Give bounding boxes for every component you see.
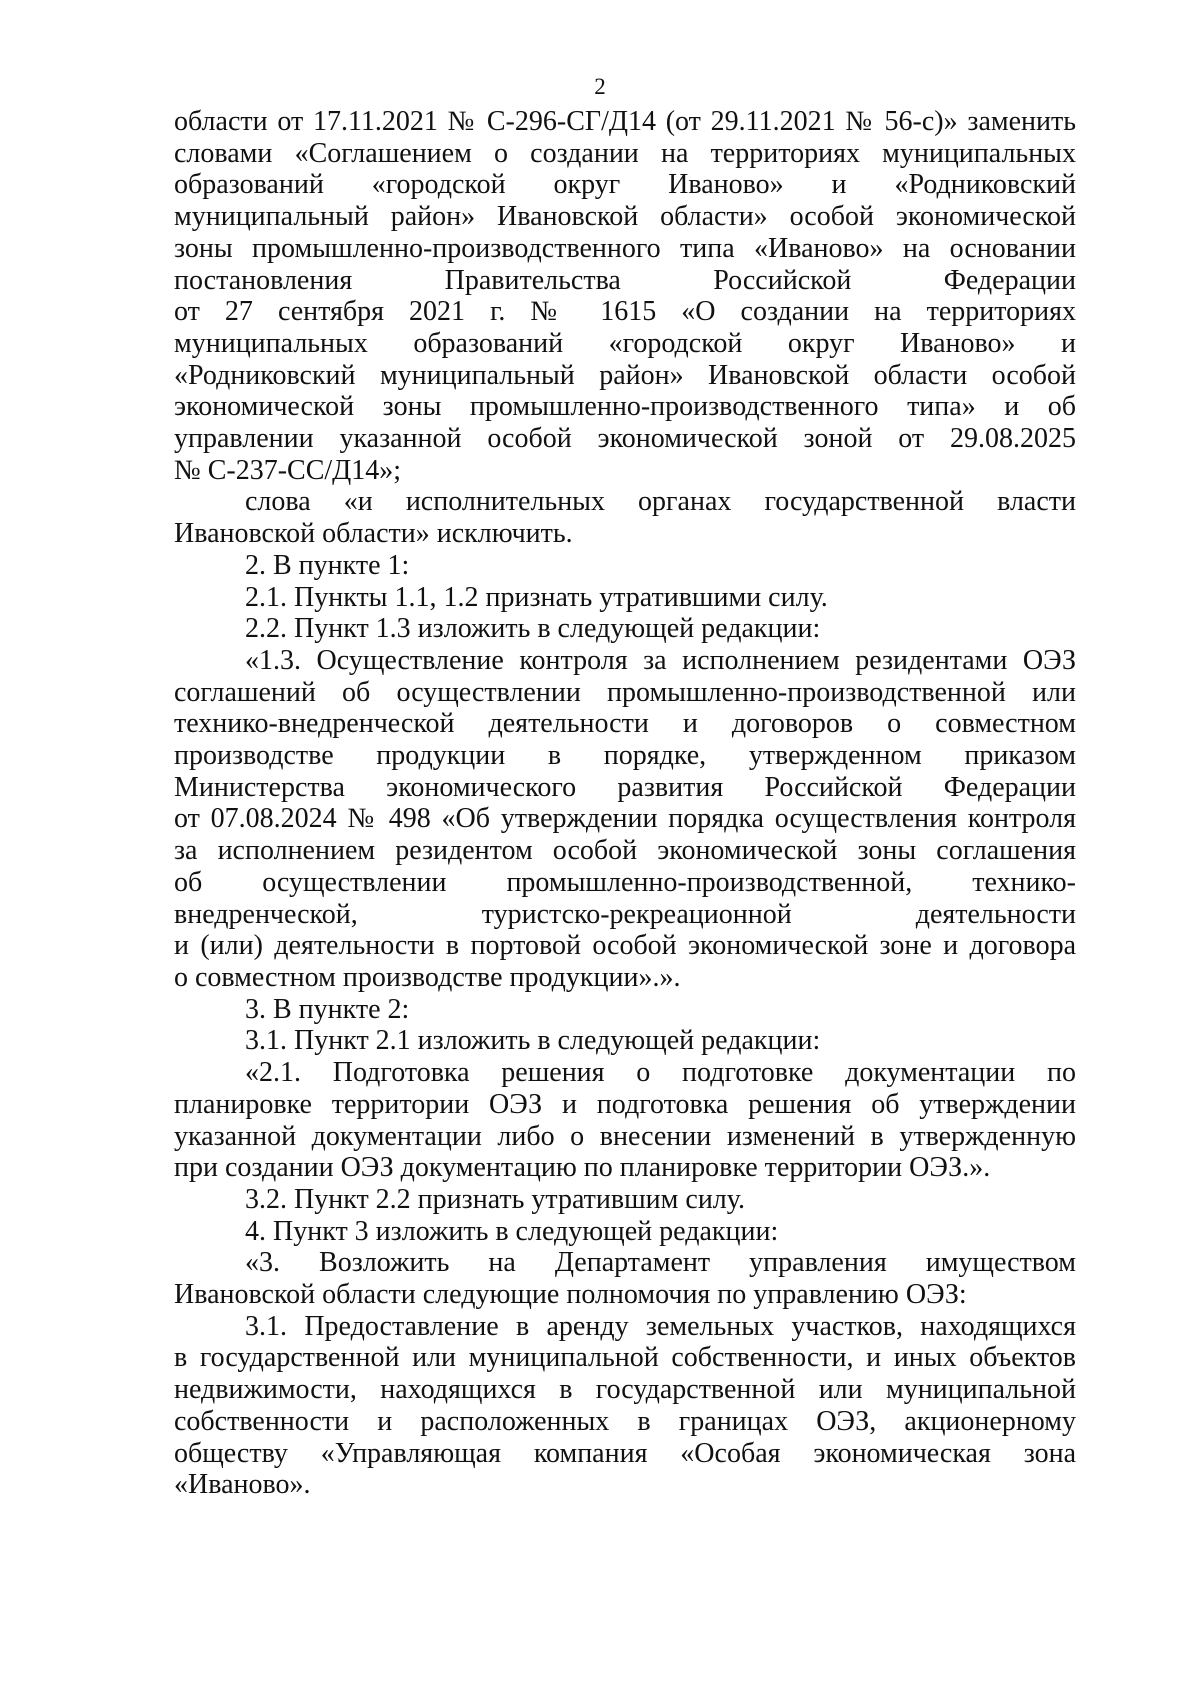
text-line: Ивановской области» исключить.	[174, 518, 573, 550]
text-line: зоны промышленно-производственного типа «Иваново» на основании	[174, 232, 1076, 264]
text-line: и (или) деятельности в портовой особой экономической зоне и договора	[174, 930, 1076, 962]
text-line: муниципальных образований «городской округ Иваново» и	[174, 327, 1076, 359]
text-line: «3. Возложить на Департамент управления имуществом	[245, 1247, 1076, 1279]
text-line: соглашений об осуществлении промышленно-производственной или	[174, 676, 1076, 708]
text-line: 2.1. Пункты 1.1, 1.2 признать утратившими силу.	[245, 581, 828, 613]
text-line: «Родниковский муниципальный район» Ивановской области особой	[174, 359, 1076, 391]
paragraph	[174, 550, 1076, 582]
paragraph	[174, 1247, 1076, 1310]
text-line: Министерства экономического развития Российской Федерации	[174, 771, 1076, 803]
text-line: от 07.08.2024 № 498 «Об утверждении порядка осуществления контроля	[174, 803, 1076, 835]
text-line: экономической зоны промышленно-производственного типа» и об	[174, 391, 1076, 423]
paragraph	[174, 613, 1076, 645]
paragraph	[174, 1216, 1076, 1248]
text-line: от 27 сентября 2021 г. № 1615 «О создании на территориях	[174, 296, 1076, 328]
text-line: 3.2. Пункт 2.2 признать утратившим силу.	[245, 1183, 745, 1215]
text-line: недвижимости, находящихся в государственной или муниципальной	[174, 1374, 1076, 1406]
paragraph	[174, 1311, 1076, 1501]
text-line: об осуществлении промышленно-производственной, технико-	[174, 866, 1076, 898]
paragraph	[174, 645, 1076, 994]
paragraph	[174, 1057, 1076, 1184]
text-line: о совместном производстве продукции».».	[174, 961, 681, 993]
text-line: при создании ОЭЗ документацию по планировке территории ОЭЗ.».	[174, 1152, 991, 1184]
paragraph	[174, 106, 1076, 486]
text-line: № С-237-СС/Д14»;	[174, 454, 402, 486]
text-line: обществу «Управляющая компания «Особая экономическая зона	[174, 1437, 1076, 1469]
text-line: 3.1. Предоставление в аренду земельных участков, находящихся	[245, 1310, 1076, 1342]
text-line: постановления Правительства Российской Федерации	[174, 264, 1076, 296]
text-line: Ивановской области следующие полномочия по управлению ОЭЗ:	[174, 1279, 967, 1311]
document-body	[174, 106, 1076, 1501]
text-line: за исполнением резидентом особой экономической зоны соглашения	[174, 835, 1076, 867]
text-line: собственности и расположенных в границах ОЭЗ, акционерному	[174, 1405, 1076, 1437]
text-line: производстве продукции в порядке, утвержденном приказом	[174, 740, 1076, 772]
text-line: «2.1. Подготовка решения о подготовке документации по	[245, 1057, 1076, 1089]
text-line: словами «Соглашением о создании на территориях муниципальных	[174, 137, 1076, 169]
text-line: управлении указанной особой экономической зоной от 29.08.2025	[174, 423, 1076, 455]
text-line: 2.2. Пункт 1.3 изложить в следующей редакции:	[245, 613, 821, 645]
text-line: образований «городской округ Иваново» и «Родниковский	[174, 169, 1076, 201]
text-line: «1.3. Осуществление контроля за исполнением резидентами ОЭЗ	[245, 644, 1076, 676]
text-line: планировке территории ОЭЗ и подготовка решения об утверждении	[174, 1088, 1076, 1120]
paragraph	[174, 1025, 1076, 1057]
text-line: внедренческой, туристско-рекреационной деятельности	[174, 898, 1076, 930]
text-line: технико-внедренческой деятельности и договоров о совместном	[174, 708, 1076, 740]
text-line: «Иваново».	[174, 1469, 311, 1501]
text-line: 2. В пункте 1:	[245, 549, 410, 581]
page-number: 2	[594, 74, 606, 99]
text-line: в государственной или муниципальной собственности, и иных объектов	[174, 1342, 1076, 1374]
text-line: 3.1. Пункт 2.1 изложить в следующей редакции:	[245, 1025, 821, 1057]
paragraph	[174, 994, 1076, 1026]
text-line: указанной документации либо о внесении изменений в утвержденную	[174, 1120, 1076, 1152]
text-line: области от 17.11.2021 № С-296-СГ/Д14 (от 29.11.2021 № 56-с)» заменить	[174, 106, 1076, 137]
text-line: слова «и исполнительных органах государственной власти	[245, 486, 1076, 518]
paragraph	[174, 1184, 1076, 1216]
paragraph	[174, 486, 1076, 549]
text-line: муниципальный район» Ивановской области» особой экономической	[174, 201, 1076, 233]
text-line: 3. В пункте 2:	[245, 993, 410, 1025]
text-line: 4. Пункт 3 изложить в следующей редакции:	[245, 1215, 779, 1247]
paragraph	[174, 582, 1076, 614]
